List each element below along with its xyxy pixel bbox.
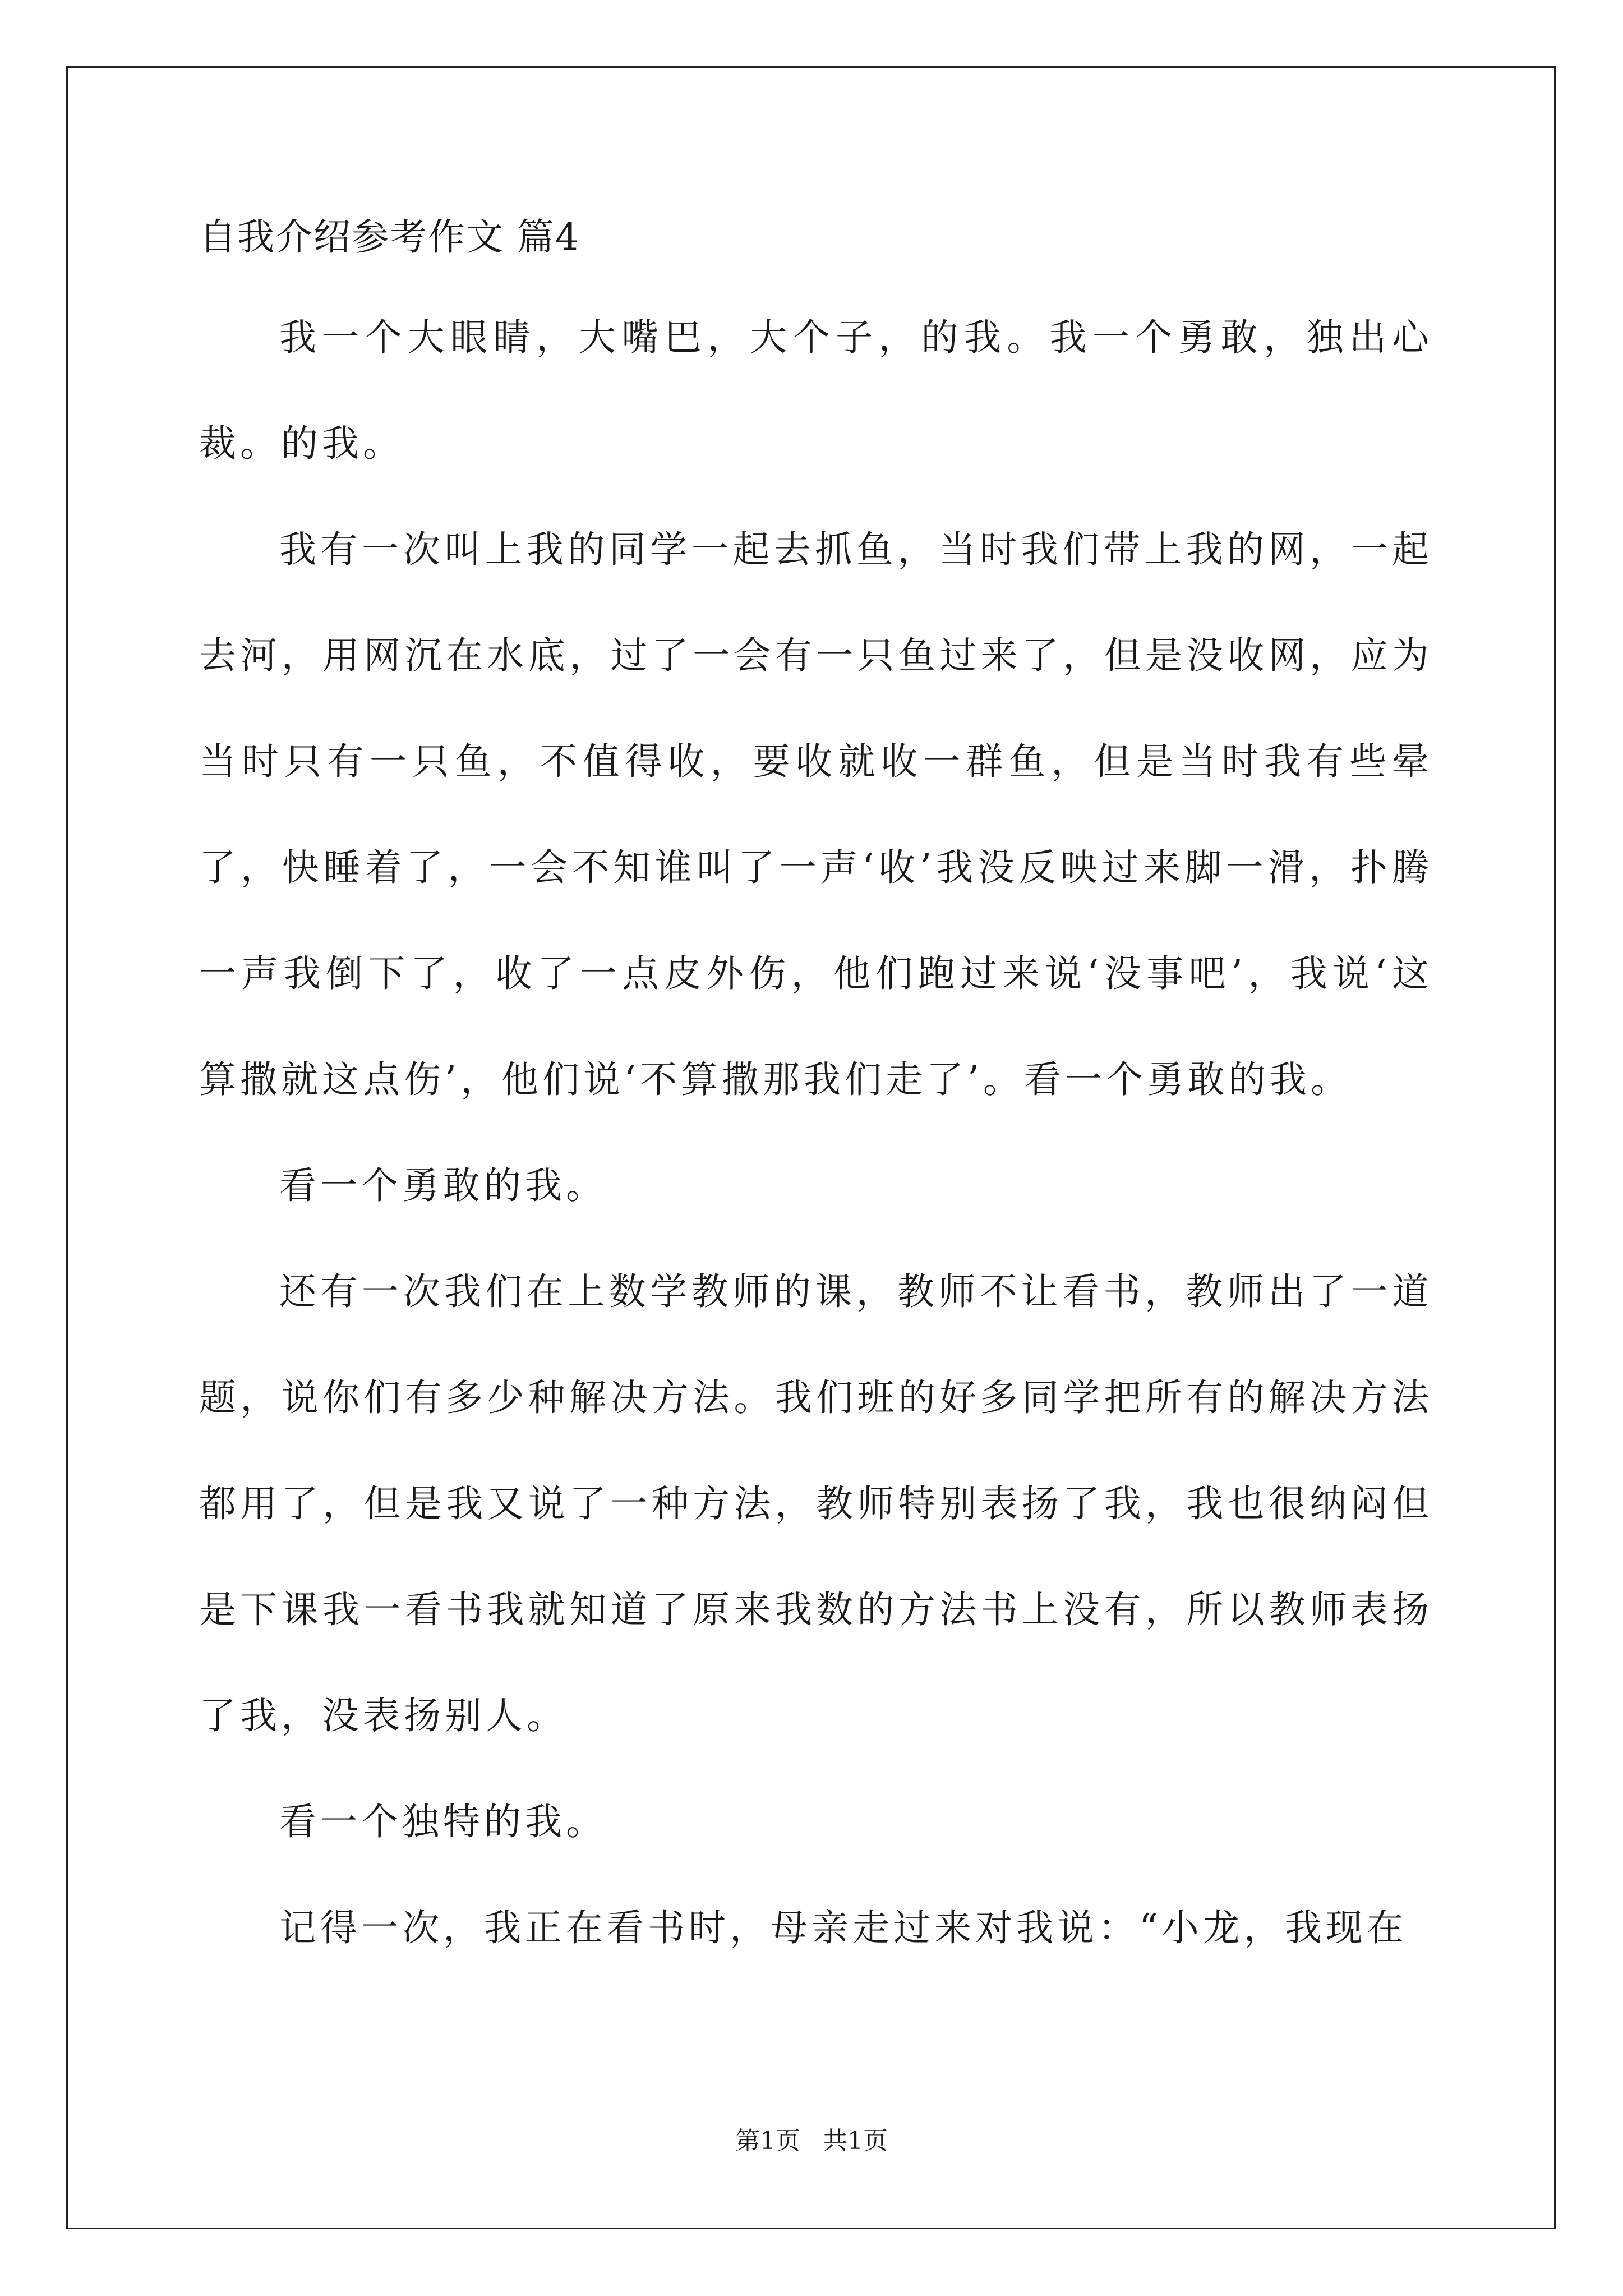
paragraph-4: 还有一次我们在上数学教师的课，教师不让看书，教师出了一道题，说你们有多少种解决方法。我们班的好多同学把所有的解决方法都用了，但是我又说了一种方法，教师特别表扬了我，我也很纳闷但是下课我一看书我就知道了原来我数的方法书上没有，所以教师表扬了我，没表扬别人。 xyxy=(199,1270,1433,1737)
paragraph-2: 我有一次叫上我的同学一起去抓鱼，当时我们带上我的网，一起去河，用网沉在水底，过了一会有一只鱼过来了，但是没收网，应为当时只有一只鱼，不值得收，要收就收一群鱼，但是当时我有些晕了，快睡着了，一会不知谁叫了一声‘收’我没反映过来脚一滑，扑腾一声我倒下了，收了一点皮外伤，他们跑过来说‘没事吧’，我说‘这算撒就这点伤’，他们说‘不算撒那我们走了’。看一个勇敢的我。 xyxy=(199,528,1433,1101)
paragraph-1: 我一个大眼睛，大嘴巴，大个子，的我。我一个勇敢，独出心裁。的我。 xyxy=(199,316,1433,465)
paragraph-5: 看一个独特的我。 xyxy=(279,1800,607,1843)
paragraph-3: 看一个勇敢的我。 xyxy=(279,1164,607,1207)
page-footer xyxy=(0,2127,1623,2155)
paragraph-6: 记得一次，我正在看书时，母亲走过来对我说：“小龙，我现在 xyxy=(279,1906,1408,1949)
page-total: 共1页 xyxy=(823,2127,888,2155)
document-body xyxy=(199,215,1433,1981)
page-number: 第1页 xyxy=(735,2127,800,2155)
document-title: 自我介绍参考作文 篇4 xyxy=(199,215,580,259)
